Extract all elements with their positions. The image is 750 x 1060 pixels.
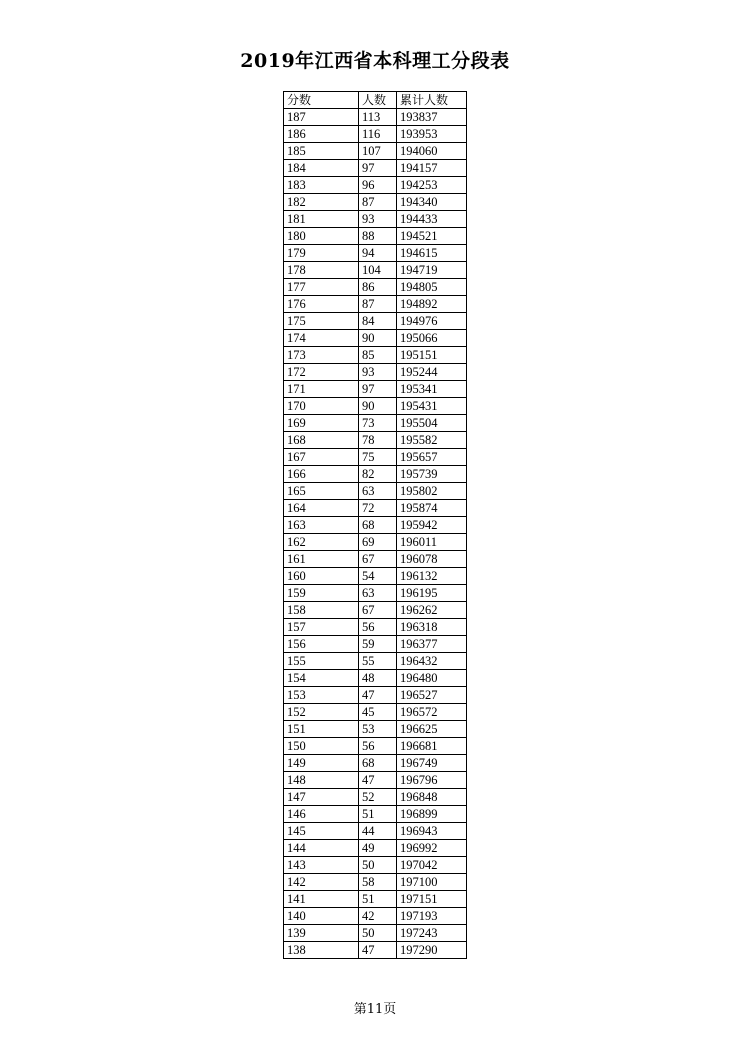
cell-score: 155: [284, 653, 359, 670]
cell-count: 93: [359, 364, 397, 381]
cell-cumulative: 194340: [397, 194, 467, 211]
table-row: [284, 874, 467, 891]
cell-cumulative: 194433: [397, 211, 467, 228]
table-row: [284, 466, 467, 483]
table-row: [284, 500, 467, 517]
cell-cumulative: 195341: [397, 381, 467, 398]
table-row: [284, 449, 467, 466]
cell-cumulative: 196625: [397, 721, 467, 738]
cell-count: 90: [359, 398, 397, 415]
cell-cumulative: 196377: [397, 636, 467, 653]
cell-count: 53: [359, 721, 397, 738]
table-row: [284, 364, 467, 381]
cell-count: 78: [359, 432, 397, 449]
cell-count: 68: [359, 755, 397, 772]
cell-cumulative: 196899: [397, 806, 467, 823]
cell-score: 145: [284, 823, 359, 840]
cell-count: 51: [359, 806, 397, 823]
page-title: 2019年江西省本科理工分段表: [240, 50, 510, 72]
cell-score: 147: [284, 789, 359, 806]
cell-cumulative: 194253: [397, 177, 467, 194]
table-row: [284, 789, 467, 806]
cell-cumulative: 197290: [397, 942, 467, 959]
cell-cumulative: 195942: [397, 517, 467, 534]
table-body: [284, 109, 467, 959]
cell-score: 170: [284, 398, 359, 415]
cell-count: 67: [359, 551, 397, 568]
cell-count: 97: [359, 381, 397, 398]
table-row: [284, 279, 467, 296]
cell-cumulative: 195066: [397, 330, 467, 347]
cell-score: 157: [284, 619, 359, 636]
cell-count: 87: [359, 296, 397, 313]
table-row: [284, 840, 467, 857]
cell-score: 176: [284, 296, 359, 313]
cell-score: 175: [284, 313, 359, 330]
cell-cumulative: 196527: [397, 687, 467, 704]
cell-count: 58: [359, 874, 397, 891]
cell-score: 167: [284, 449, 359, 466]
cell-count: 97: [359, 160, 397, 177]
table-row: [284, 347, 467, 364]
cell-count: 47: [359, 687, 397, 704]
cell-score: 178: [284, 262, 359, 279]
cell-cumulative: 195739: [397, 466, 467, 483]
cell-cumulative: 196195: [397, 585, 467, 602]
cell-cumulative: 197243: [397, 925, 467, 942]
cell-count: 93: [359, 211, 397, 228]
cell-count: 52: [359, 789, 397, 806]
cell-score: 139: [284, 925, 359, 942]
cell-count: 69: [359, 534, 397, 551]
cell-cumulative: 196480: [397, 670, 467, 687]
cell-score: 173: [284, 347, 359, 364]
table-row: [284, 177, 467, 194]
cell-cumulative: 195244: [397, 364, 467, 381]
cell-cumulative: 196078: [397, 551, 467, 568]
cell-cumulative: 196943: [397, 823, 467, 840]
cell-score: 141: [284, 891, 359, 908]
table-row: [284, 483, 467, 500]
cell-score: 159: [284, 585, 359, 602]
cell-score: 182: [284, 194, 359, 211]
cell-count: 88: [359, 228, 397, 245]
table-header-row: [284, 92, 467, 109]
cell-cumulative: 194157: [397, 160, 467, 177]
table-row: [284, 619, 467, 636]
cell-score: 138: [284, 942, 359, 959]
table-row: [284, 806, 467, 823]
cell-score: 168: [284, 432, 359, 449]
table-row: [284, 721, 467, 738]
table-row: [284, 415, 467, 432]
table-row: [284, 653, 467, 670]
header-count: 人数: [359, 92, 397, 109]
cell-score: 166: [284, 466, 359, 483]
cell-count: 47: [359, 942, 397, 959]
cell-score: 140: [284, 908, 359, 925]
cell-count: 84: [359, 313, 397, 330]
table-row: [284, 211, 467, 228]
cell-score: 180: [284, 228, 359, 245]
cell-count: 113: [359, 109, 397, 126]
cell-count: 94: [359, 245, 397, 262]
cell-count: 50: [359, 857, 397, 874]
cell-score: 149: [284, 755, 359, 772]
cell-cumulative: 194719: [397, 262, 467, 279]
cell-cumulative: 194521: [397, 228, 467, 245]
table-row: [284, 738, 467, 755]
cell-count: 48: [359, 670, 397, 687]
table-row: [284, 245, 467, 262]
cell-score: 161: [284, 551, 359, 568]
cell-count: 104: [359, 262, 397, 279]
cell-score: 151: [284, 721, 359, 738]
cell-score: 174: [284, 330, 359, 347]
cell-cumulative: 194976: [397, 313, 467, 330]
cell-cumulative: 196318: [397, 619, 467, 636]
cell-count: 96: [359, 177, 397, 194]
cell-count: 116: [359, 126, 397, 143]
table-row: [284, 857, 467, 874]
cell-count: 55: [359, 653, 397, 670]
cell-count: 107: [359, 143, 397, 160]
cell-cumulative: 193837: [397, 109, 467, 126]
cell-count: 56: [359, 738, 397, 755]
cell-score: 158: [284, 602, 359, 619]
cell-cumulative: 193953: [397, 126, 467, 143]
cell-cumulative: 197042: [397, 857, 467, 874]
cell-score: 152: [284, 704, 359, 721]
cell-count: 75: [359, 449, 397, 466]
cell-score: 186: [284, 126, 359, 143]
cell-score: 144: [284, 840, 359, 857]
cell-score: 185: [284, 143, 359, 160]
cell-score: 154: [284, 670, 359, 687]
cell-count: 56: [359, 619, 397, 636]
cell-cumulative: 194615: [397, 245, 467, 262]
cell-score: 150: [284, 738, 359, 755]
cell-cumulative: 194060: [397, 143, 467, 160]
cell-cumulative: 196011: [397, 534, 467, 551]
table-row: [284, 313, 467, 330]
cell-cumulative: 196572: [397, 704, 467, 721]
table-row: [284, 160, 467, 177]
table-row: [284, 636, 467, 653]
cell-score: 183: [284, 177, 359, 194]
cell-count: 63: [359, 585, 397, 602]
header-cumulative: 累计人数: [397, 92, 467, 109]
cell-cumulative: 196132: [397, 568, 467, 585]
cell-count: 87: [359, 194, 397, 211]
table-row: [284, 772, 467, 789]
table-row: [284, 670, 467, 687]
cell-count: 51: [359, 891, 397, 908]
table-row: [284, 296, 467, 313]
cell-score: 179: [284, 245, 359, 262]
table-row: [284, 551, 467, 568]
table-row: [284, 925, 467, 942]
cell-cumulative: 197151: [397, 891, 467, 908]
cell-cumulative: 196262: [397, 602, 467, 619]
cell-cumulative: 196432: [397, 653, 467, 670]
cell-cumulative: 197193: [397, 908, 467, 925]
cell-count: 59: [359, 636, 397, 653]
table-row: [284, 262, 467, 279]
cell-score: 164: [284, 500, 359, 517]
table-row: [284, 517, 467, 534]
cell-cumulative: 196848: [397, 789, 467, 806]
table-row: [284, 143, 467, 160]
cell-count: 49: [359, 840, 397, 857]
cell-cumulative: 194805: [397, 279, 467, 296]
cell-count: 63: [359, 483, 397, 500]
table-row: [284, 330, 467, 347]
cell-score: 160: [284, 568, 359, 585]
cell-cumulative: 196749: [397, 755, 467, 772]
page-number: 第11页: [353, 1002, 397, 1017]
cell-cumulative: 195151: [397, 347, 467, 364]
cell-count: 44: [359, 823, 397, 840]
table-row: [284, 109, 467, 126]
cell-score: 169: [284, 415, 359, 432]
cell-count: 85: [359, 347, 397, 364]
cell-cumulative: 197100: [397, 874, 467, 891]
table-row: [284, 194, 467, 211]
cell-cumulative: 195802: [397, 483, 467, 500]
cell-count: 67: [359, 602, 397, 619]
cell-cumulative: 195582: [397, 432, 467, 449]
cell-score: 187: [284, 109, 359, 126]
cell-score: 146: [284, 806, 359, 823]
table-row: [284, 687, 467, 704]
cell-cumulative: 195874: [397, 500, 467, 517]
cell-count: 90: [359, 330, 397, 347]
table-row: [284, 534, 467, 551]
cell-score: 142: [284, 874, 359, 891]
cell-score: 163: [284, 517, 359, 534]
cell-score: 153: [284, 687, 359, 704]
table-row: [284, 432, 467, 449]
table-row: [284, 704, 467, 721]
cell-cumulative: 195657: [397, 449, 467, 466]
cell-count: 47: [359, 772, 397, 789]
table-row: [284, 908, 467, 925]
cell-count: 72: [359, 500, 397, 517]
cell-score: 156: [284, 636, 359, 653]
cell-score: 171: [284, 381, 359, 398]
cell-count: 86: [359, 279, 397, 296]
cell-cumulative: 194892: [397, 296, 467, 313]
score-distribution-table: [283, 91, 467, 959]
table-row: [284, 585, 467, 602]
table-row: [284, 568, 467, 585]
table-row: [284, 398, 467, 415]
cell-count: 50: [359, 925, 397, 942]
cell-cumulative: 195504: [397, 415, 467, 432]
cell-score: 148: [284, 772, 359, 789]
cell-cumulative: 196796: [397, 772, 467, 789]
cell-score: 181: [284, 211, 359, 228]
cell-score: 172: [284, 364, 359, 381]
table-row: [284, 755, 467, 772]
cell-count: 42: [359, 908, 397, 925]
cell-count: 68: [359, 517, 397, 534]
cell-cumulative: 196681: [397, 738, 467, 755]
cell-count: 82: [359, 466, 397, 483]
table-row: [284, 942, 467, 959]
cell-score: 165: [284, 483, 359, 500]
header-score: 分数: [284, 92, 359, 109]
cell-score: 143: [284, 857, 359, 874]
table-row: [284, 602, 467, 619]
cell-cumulative: 196992: [397, 840, 467, 857]
cell-score: 184: [284, 160, 359, 177]
table-row: [284, 126, 467, 143]
cell-count: 45: [359, 704, 397, 721]
table-row: [284, 891, 467, 908]
cell-score: 177: [284, 279, 359, 296]
table-row: [284, 823, 467, 840]
table-row: [284, 228, 467, 245]
cell-score: 162: [284, 534, 359, 551]
cell-count: 73: [359, 415, 397, 432]
table-row: [284, 381, 467, 398]
cell-count: 54: [359, 568, 397, 585]
cell-cumulative: 195431: [397, 398, 467, 415]
